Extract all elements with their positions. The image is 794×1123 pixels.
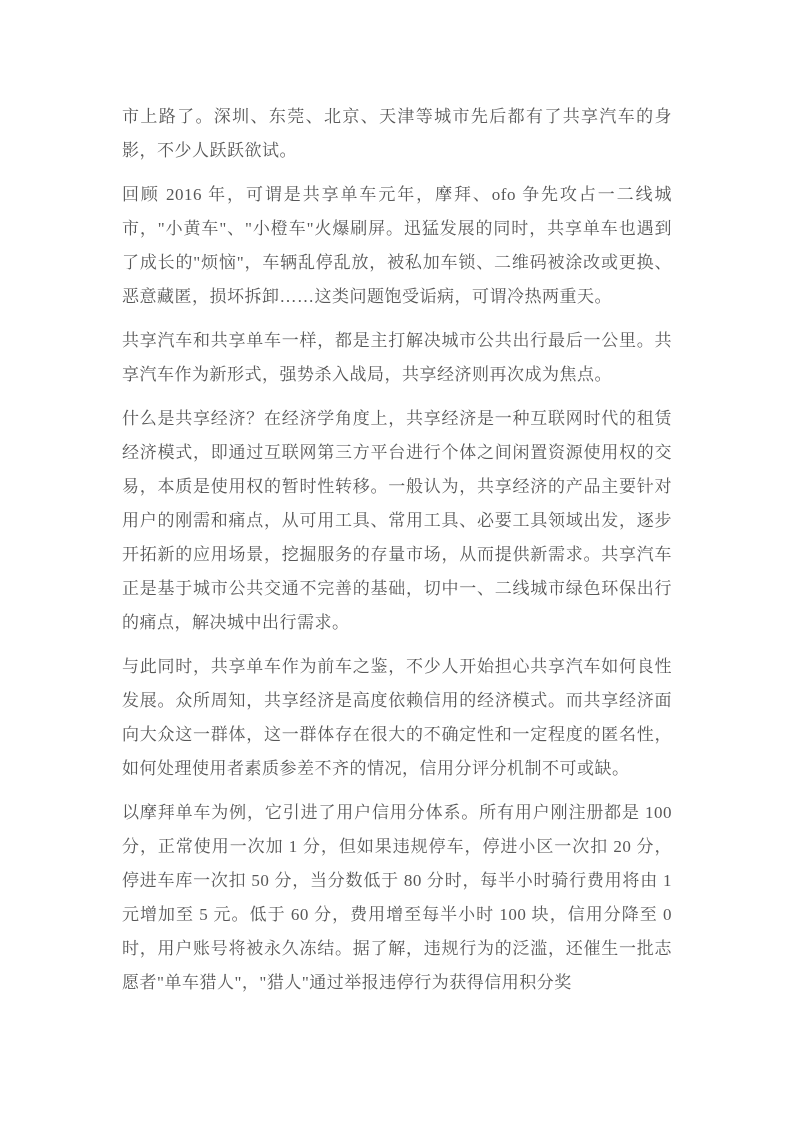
paragraph: 与此同时，共享单车作为前车之鉴，不少人开始担心共享汽车如何良性发展。众所周知，共享经济是高度依赖信用的经济模式。而共享经济面向大众这一群体，这一群体存在很大的不确定性和一定程度的匿名性，如何处理使用者素质参差不齐的情况，信用分评分机制不可或缺。 xyxy=(122,657,672,778)
paragraph: 共享汽车和共享单车一样，都是主打解决城市公共出行最后一公里。共享汽车作为新形式，强势杀入战局，共享经济则再次成为焦点。 xyxy=(122,331,672,384)
paragraph: 市上路了。深圳、东莞、北京、天津等城市先后都有了共享汽车的身影，不少人跃跃欲试。 xyxy=(122,107,672,160)
document-body xyxy=(122,100,672,1010)
paragraph: 以摩拜单车为例，它引进了用户信用分体系。所有用户刚注册都是 100 分，正常使用一次加 1 分，但如果违规停车，停进小区一次扣 20 分，停进车库一次扣 50 分，当分数低于 80 分时，每半小时骑行费用将由 1 元增加至 5 元。低于 60 分，费用增至每半小时 100 块，信用分降至 0 时，用户账号将被永久冻结。据了解，违规行为的泛滥，还催生一批志愿者"单车猎人"，"猎人"通过举报违停行为获得信用积分奖 xyxy=(122,803,672,992)
paragraph: 回顾 2016 年，可谓是共享单车元年，摩拜、ofo 争先攻占一二线城市，"小黄车"、"小橙车"火爆刷屏。迅猛发展的同时，共享单车也遇到了成长的"烦恼"，车辆乱停乱放，被私加车锁、二维码被涂改或更换、恶意藏匿，损坏拆卸……这类问题饱受诟病，可谓冷热两重天。 xyxy=(122,185,672,306)
paragraph: 什么是共享经济？在经济学角度上，共享经济是一种互联网时代的租赁经济模式，即通过互联网第三方平台进行个体之间闲置资源使用权的交易，本质是使用权的暂时性转移。一般认为，共享经济的产品主要针对用户的刚需和痛点，从可用工具、常用工具、必要工具领域出发，逐步开拓新的应用场景，挖掘服务的存量市场，从而提供新需求。共享汽车正是基于城市公共交通不完善的基础，切中一、二线城市绿色环保出行的痛点，解决城中出行需求。 xyxy=(122,409,672,632)
